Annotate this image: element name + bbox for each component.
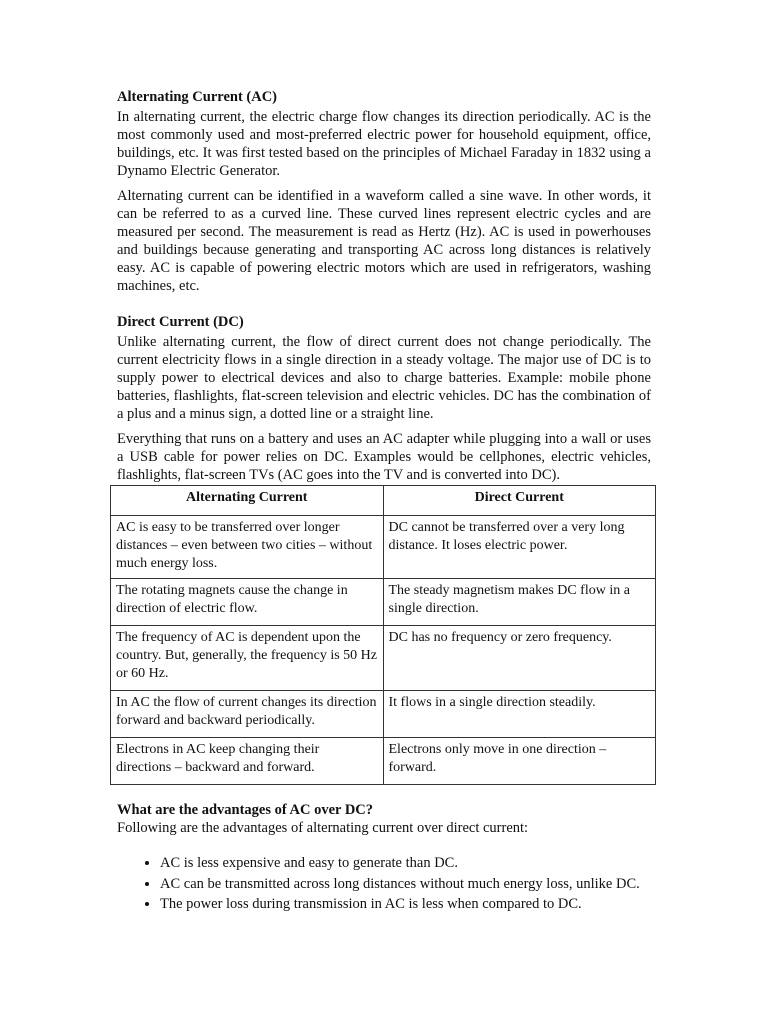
advantages-heading: What are the advantages of AC over DC? [117,802,374,818]
table-header-dc: Direct Current [383,486,656,516]
comparison-table [110,485,656,785]
advantages-list [117,853,651,915]
list-item: • The power loss during transmission in AC is less when compared to DC. [160,894,651,915]
advantages-section [117,801,651,915]
table-cell-dc: Electrons only move in one direction – forward. [383,738,656,785]
table-row [111,516,656,579]
table-row [111,691,656,738]
dc-paragraph-1: Unlike alternating current, the flow of direct current does not change periodically. The current electricity flows in a single direction in a steady voltage. The major use of DC is to supply power to electrical devices and also to charge batteries. Example: mobile phone batteries, flashlights, flat-screen television and electric vehicles. DC has the combination of a plus and a minus sign, a dotted line or a straight line. [117,334,651,422]
table-cell-ac: The rotating magnets cause the change in direction of electric flow. [111,579,384,626]
table-cell-ac: AC is easy to be transferred over longer distances – even between two cities – without much energy loss. [111,516,384,579]
list-item: • AC is less expensive and easy to generate than DC. [160,853,651,874]
dc-heading: Direct Current (DC) [117,314,244,330]
table-cell-dc: It flows in a single direction steadily. [383,691,656,738]
table-row [111,738,656,785]
table-header-row [111,486,656,516]
ac-heading: Alternating Current (AC) [117,89,278,105]
advantages-intro: Following are the advantages of alternating current over direct current: [117,820,529,836]
table-row [111,579,656,626]
table-cell-ac: The frequency of AC is dependent upon the country. But, generally, the frequency is 50 Hz or 60 Hz. [111,626,384,691]
list-item: • AC can be transmitted across long distances without much energy loss, unlike DC. [160,874,651,895]
table-cell-dc: DC has no frequency or zero frequency. [383,626,656,691]
table-cell-ac: In AC the flow of current changes its direction forward and backward periodically. [111,691,384,738]
table-cell-ac: Electrons in AC keep changing their directions – backward and forward. [111,738,384,785]
main-text [117,88,651,491]
table-header-ac: Alternating Current [111,486,384,516]
table-cell-dc: DC cannot be transferred over a very long distance. It loses electric power. [383,516,656,579]
table-row [111,626,656,691]
ac-paragraph-1: In alternating current, the electric charge flow changes its direction periodically. AC is the most commonly used and most-preferred electric power for household equipment, office, buildings, etc. It was first tested based on the principles of Michael Faraday in 1832 using a Dynamo Electric Generator. [117,109,651,179]
ac-paragraph-2: Alternating current can be identified in a waveform called a sine wave. In other words, it can be referred to as a curved line. These curved lines represent electric cycles and are measured per second. The measurement is read as Hertz (Hz). AC is used in powerhouses and buildings because generating and transporting AC across long distances is relatively easy. AC is capable of powering electric motors which are used in refrigerators, washing machines, etc. [117,188,651,294]
dc-paragraph-2: Everything that runs on a battery and uses an AC adapter while plugging into a wall or uses a USB cable for power relies on DC. Examples would be cellphones, electric vehicles, flashlights, flat-screen TVs (AC goes into the TV and is converted into DC). [117,431,651,483]
table-cell-dc: The steady magnetism makes DC flow in a single direction. [383,579,656,626]
